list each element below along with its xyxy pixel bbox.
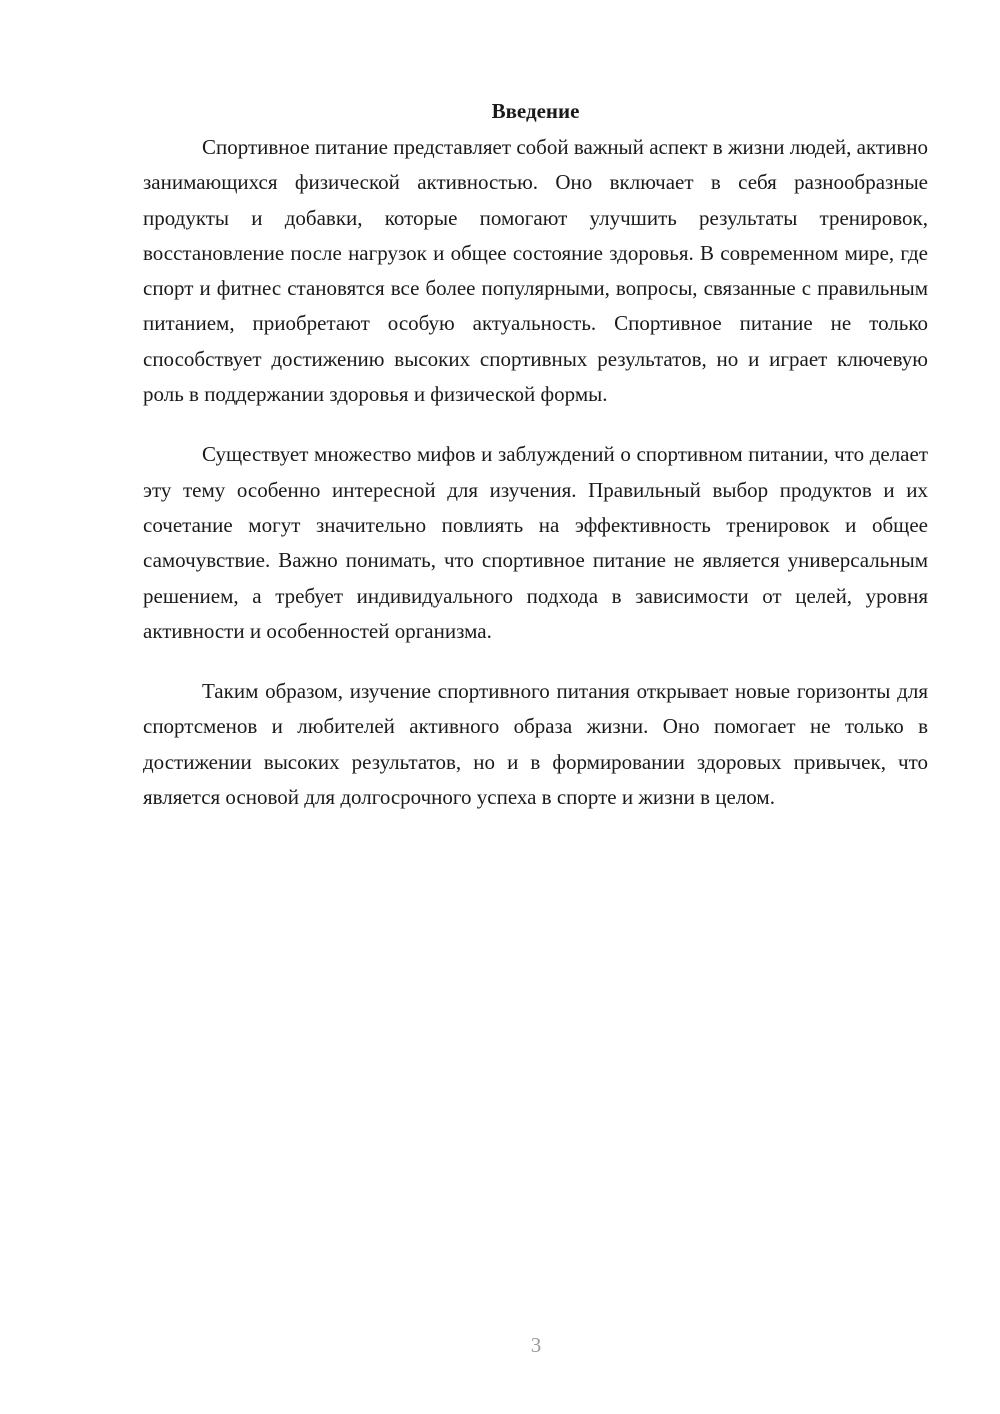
section-heading: Введение bbox=[491, 99, 580, 123]
page-content bbox=[143, 96, 928, 840]
page-number: 3 bbox=[530, 1333, 542, 1357]
paragraph-1: Спортивное питание представляет собой важный аспект в жизни людей, активно занимающихся физической активностью. Оно включает в себя разнообразные продукты и добавки, которые помогают улучшить результаты тренировок, восстановление после нагрузок и общее состояние здоровья. В современном мире, где спорт и фитнес становятся все более популярными, вопросы, связанные с правильным питанием, приобретают особую актуальность. Спортивное питание не только способствует достижению высоких спортивных результатов, но и играет ключевую роль в поддержании здоровья и физической формы. bbox=[143, 135, 928, 407]
paragraph-2: Существует множество мифов и заблуждений о спортивном питании, что делает эту тему особенно интересной для изучения. Правильный выбор продуктов и их сочетание могут значительно повлиять на эффективность тренировок и общее самочувствие. Важно понимать, что спортивное питание не является универсальным решением, а требует индивидуального подхода в зависимости от целей, уровня активности и особенностей организма. bbox=[143, 442, 928, 643]
paragraph-3: Таким образом, изучение спортивного питания открывает новые горизонты для спортсменов и любителей активного образа жизни. Оно помогает не только в достижении высоких результатов, но и в формировании здоровых привычек, что является основой для долгосрочного успеха в спорте и жизни в целом. bbox=[143, 679, 928, 810]
